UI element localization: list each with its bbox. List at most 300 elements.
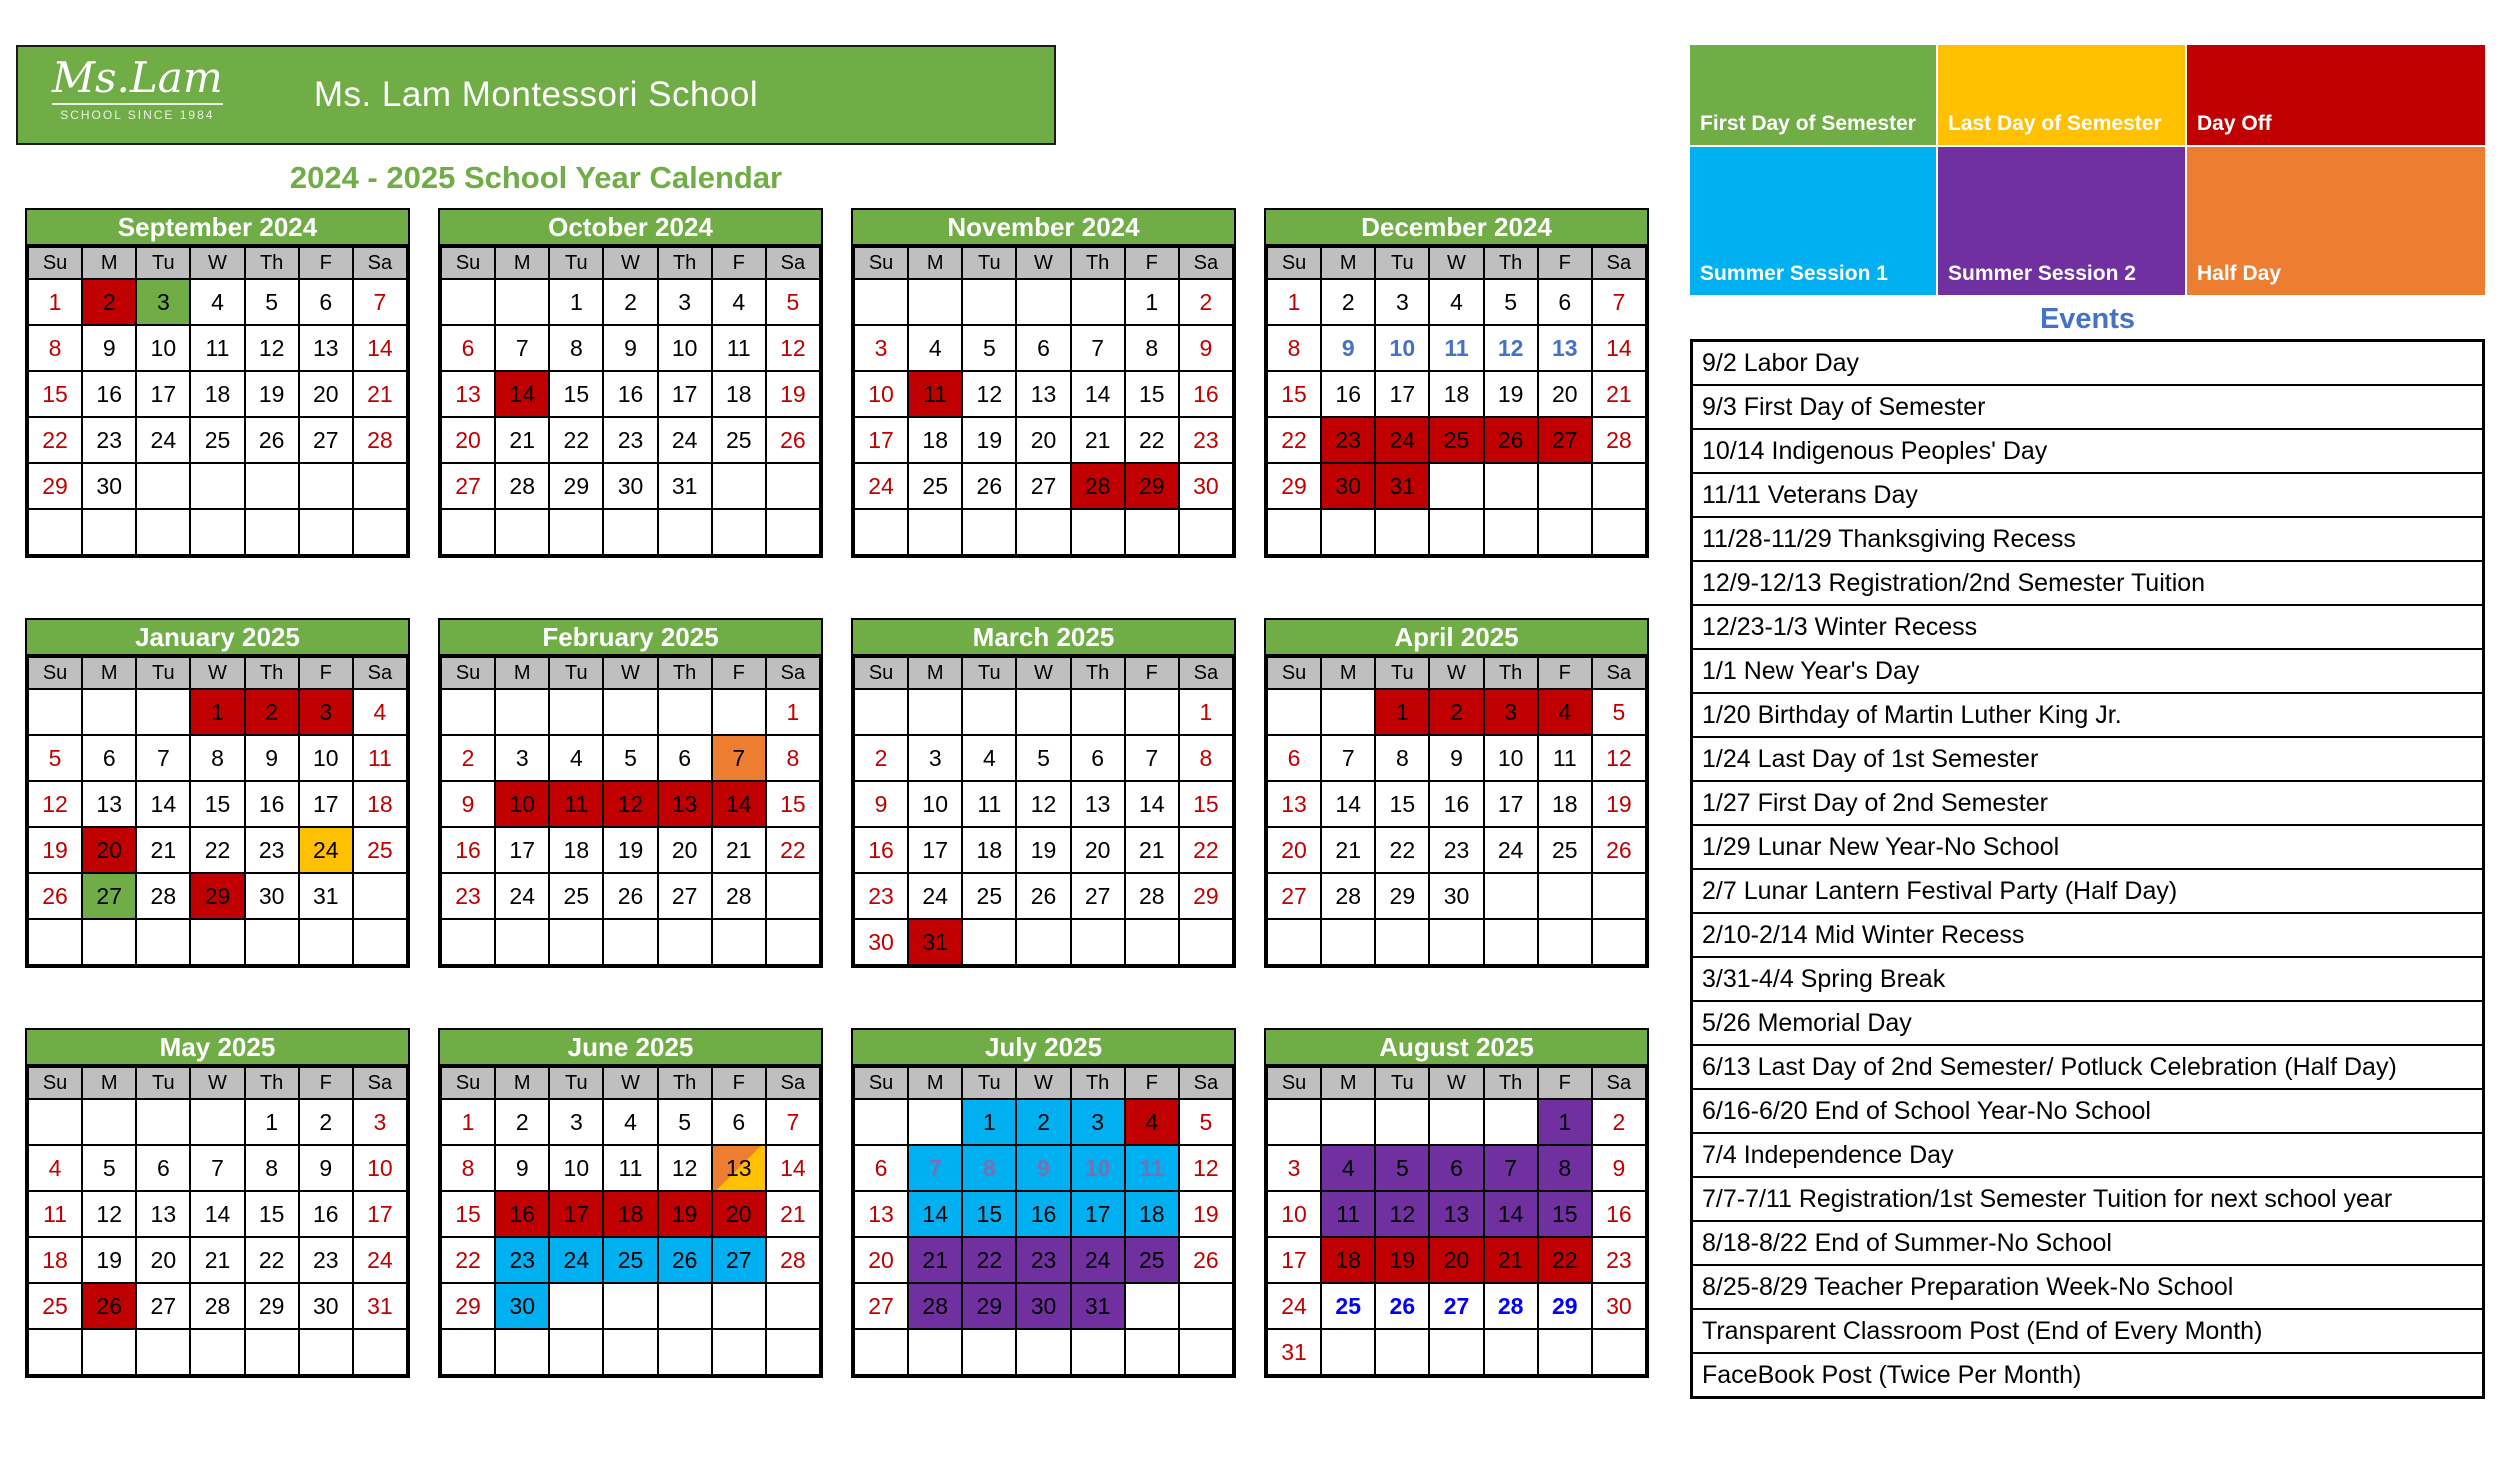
- day-cell: 9: [1017, 1146, 1069, 1190]
- legend-swatch: [1690, 147, 1936, 295]
- day-cell: 7: [767, 1100, 819, 1144]
- day-cell: 20: [1268, 828, 1320, 872]
- day-cell: 26: [1593, 828, 1645, 872]
- event-row: 1/24 Last Day of 1st Semester: [1691, 736, 2484, 782]
- day-cell-empty: [604, 1330, 656, 1374]
- day-cell-empty: [1539, 920, 1591, 964]
- day-cell: 24: [1072, 1238, 1124, 1282]
- weekday-header-cell: Sa: [1180, 658, 1232, 688]
- day-cell: 26: [29, 874, 81, 918]
- day-cell: 27: [1072, 874, 1124, 918]
- day-cell: 27: [1017, 464, 1069, 508]
- day-cell-empty: [191, 1100, 243, 1144]
- event-row: 9/2 Labor Day: [1691, 340, 2484, 386]
- day-cell: 1: [1268, 280, 1320, 324]
- day-cell: 7: [1593, 280, 1645, 324]
- day-cell-empty: [1593, 874, 1645, 918]
- weekday-header-cell: F: [1539, 658, 1591, 688]
- day-cell: 28: [1593, 418, 1645, 462]
- day-cell-empty: [855, 280, 907, 324]
- day-cell: 14: [1593, 326, 1645, 370]
- day-cell: 2: [300, 1100, 352, 1144]
- month-calendar: [851, 1028, 1236, 1378]
- day-cell: 29: [1376, 874, 1428, 918]
- weekday-header-cell: Sa: [354, 248, 406, 278]
- weekday-header-cell: Th: [1072, 248, 1124, 278]
- day-cell: 26: [767, 418, 819, 462]
- day-cell: 25: [1430, 418, 1482, 462]
- weekday-header-cell: F: [1126, 1068, 1178, 1098]
- month-title: December 2024: [1264, 208, 1649, 246]
- day-cell: 3: [1268, 1146, 1320, 1190]
- day-cell: 16: [83, 372, 135, 416]
- day-cell-empty: [1072, 1330, 1124, 1374]
- day-cell-empty: [1268, 690, 1320, 734]
- day-cell: 1: [1126, 280, 1178, 324]
- day-cell: 27: [1268, 874, 1320, 918]
- day-cell: 31: [1268, 1330, 1320, 1374]
- day-cell: 14: [1072, 372, 1124, 416]
- day-cell: 29: [1126, 464, 1178, 508]
- day-cell: 8: [191, 736, 243, 780]
- day-cell-empty: [1322, 1330, 1374, 1374]
- day-cell: 26: [83, 1284, 135, 1328]
- weekday-header-cell: Tu: [963, 1068, 1015, 1098]
- day-cell-empty: [1180, 1330, 1232, 1374]
- day-cell: 9: [1593, 1146, 1645, 1190]
- month-calendar: [1264, 618, 1649, 968]
- day-cell-empty: [191, 464, 243, 508]
- day-cell-empty: [550, 690, 602, 734]
- legend: [1690, 45, 2485, 295]
- month-day-grid: [1264, 654, 1649, 968]
- day-cell-empty: [29, 1100, 81, 1144]
- day-cell: 10: [354, 1146, 406, 1190]
- day-cell: 26: [604, 874, 656, 918]
- day-cell: 14: [137, 782, 189, 826]
- day-cell: 9: [1430, 736, 1482, 780]
- day-cell: 25: [1539, 828, 1591, 872]
- day-cell-empty: [246, 464, 298, 508]
- day-cell: 2: [1017, 1100, 1069, 1144]
- day-cell: 5: [1180, 1100, 1232, 1144]
- day-cell-empty: [1485, 464, 1537, 508]
- day-cell-empty: [909, 1330, 961, 1374]
- day-cell: 24: [550, 1238, 602, 1282]
- day-cell: 27: [442, 464, 494, 508]
- weekday-header-cell: W: [191, 248, 243, 278]
- weekday-header-cell: Sa: [767, 248, 819, 278]
- day-cell-empty: [83, 1330, 135, 1374]
- day-cell-empty: [767, 920, 819, 964]
- day-cell: 30: [496, 1284, 548, 1328]
- day-cell: 18: [963, 828, 1015, 872]
- day-cell: 10: [1072, 1146, 1124, 1190]
- day-cell: 4: [354, 690, 406, 734]
- day-cell-empty: [855, 510, 907, 554]
- day-cell: 18: [604, 1192, 656, 1236]
- day-cell-empty: [191, 510, 243, 554]
- day-cell: 25: [909, 464, 961, 508]
- day-cell: 18: [713, 372, 765, 416]
- day-cell-empty: [713, 464, 765, 508]
- day-cell-empty: [354, 510, 406, 554]
- month-day-grid: [851, 654, 1236, 968]
- day-cell: 29: [246, 1284, 298, 1328]
- day-cell-empty: [1072, 510, 1124, 554]
- weekday-header-cell: Sa: [1180, 248, 1232, 278]
- day-cell: 13: [1430, 1192, 1482, 1236]
- event-row: 1/29 Lunar New Year-No School: [1691, 824, 2484, 870]
- day-cell: 17: [909, 828, 961, 872]
- month-calendar: [438, 208, 823, 558]
- day-cell: 26: [659, 1238, 711, 1282]
- day-cell: 1: [29, 280, 81, 324]
- day-cell: 21: [767, 1192, 819, 1236]
- month-title: February 2025: [438, 618, 823, 656]
- weekday-header-cell: Sa: [767, 1068, 819, 1098]
- day-cell: 12: [83, 1192, 135, 1236]
- day-cell-empty: [29, 690, 81, 734]
- day-cell: 12: [963, 372, 1015, 416]
- day-cell: 25: [1126, 1238, 1178, 1282]
- day-cell: 30: [1593, 1284, 1645, 1328]
- day-cell: 9: [1180, 326, 1232, 370]
- day-cell-empty: [1539, 464, 1591, 508]
- day-cell: 15: [1180, 782, 1232, 826]
- day-cell: 20: [442, 418, 494, 462]
- month-title: June 2025: [438, 1028, 823, 1066]
- day-cell-empty: [855, 1330, 907, 1374]
- day-cell-empty: [1017, 1330, 1069, 1374]
- day-cell: 13: [1539, 326, 1591, 370]
- day-cell-empty: [1126, 690, 1178, 734]
- month-calendar: [25, 618, 410, 968]
- day-cell: 2: [442, 736, 494, 780]
- day-cell-empty: [659, 1284, 711, 1328]
- day-cell-empty: [963, 1330, 1015, 1374]
- day-cell: 2: [1322, 280, 1374, 324]
- day-cell-empty: [1539, 874, 1591, 918]
- day-cell-empty: [1017, 510, 1069, 554]
- event-row: FaceBook Post (Twice Per Month): [1691, 1352, 2484, 1398]
- day-cell: 12: [1017, 782, 1069, 826]
- day-cell-empty: [1322, 1100, 1374, 1144]
- day-cell: 13: [300, 326, 352, 370]
- day-cell: 26: [1017, 874, 1069, 918]
- day-cell: 9: [496, 1146, 548, 1190]
- day-cell-empty: [1430, 464, 1482, 508]
- weekday-header-cell: W: [191, 1068, 243, 1098]
- day-cell: 15: [550, 372, 602, 416]
- day-cell-empty: [767, 1284, 819, 1328]
- event-row: 2/10-2/14 Mid Winter Recess: [1691, 912, 2484, 958]
- day-cell: 30: [1322, 464, 1374, 508]
- day-cell: 30: [855, 920, 907, 964]
- day-cell: 16: [442, 828, 494, 872]
- day-cell: 18: [191, 372, 243, 416]
- day-cell: 6: [1268, 736, 1320, 780]
- day-cell-empty: [137, 920, 189, 964]
- day-cell-empty: [29, 1330, 81, 1374]
- day-cell: 18: [550, 828, 602, 872]
- day-cell-empty: [1126, 510, 1178, 554]
- day-cell: 19: [963, 418, 1015, 462]
- day-cell: 24: [1376, 418, 1428, 462]
- day-cell: 25: [29, 1284, 81, 1328]
- day-cell: 13: [442, 372, 494, 416]
- day-cell: 8: [442, 1146, 494, 1190]
- day-cell: 19: [29, 828, 81, 872]
- weekday-header-cell: Th: [659, 248, 711, 278]
- day-cell: 7: [909, 1146, 961, 1190]
- weekday-header-cell: Th: [246, 658, 298, 688]
- day-cell: 29: [442, 1284, 494, 1328]
- day-cell: 16: [1430, 782, 1482, 826]
- day-cell: 22: [1268, 418, 1320, 462]
- day-cell: 1: [1539, 1100, 1591, 1144]
- day-cell-empty: [29, 510, 81, 554]
- weekday-header-cell: W: [1017, 658, 1069, 688]
- weekday-header-cell: Th: [1072, 658, 1124, 688]
- day-cell: 2: [1430, 690, 1482, 734]
- day-cell: 8: [246, 1146, 298, 1190]
- weekday-header-cell: Th: [246, 248, 298, 278]
- event-row: 7/4 Independence Day: [1691, 1132, 2484, 1178]
- day-cell-empty: [496, 280, 548, 324]
- day-cell: 21: [1322, 828, 1374, 872]
- day-cell: 20: [659, 828, 711, 872]
- day-cell: 2: [1180, 280, 1232, 324]
- day-cell-empty: [137, 464, 189, 508]
- weekday-header-cell: Sa: [1593, 248, 1645, 278]
- day-cell: 9: [246, 736, 298, 780]
- day-cell: 18: [909, 418, 961, 462]
- day-cell: 4: [1126, 1100, 1178, 1144]
- day-cell-empty: [1376, 1100, 1428, 1144]
- day-cell: 2: [496, 1100, 548, 1144]
- day-cell: 15: [767, 782, 819, 826]
- day-cell: 23: [1180, 418, 1232, 462]
- day-cell-empty: [137, 510, 189, 554]
- month-calendar: [1264, 208, 1649, 558]
- day-cell-empty: [767, 510, 819, 554]
- day-cell: 1: [246, 1100, 298, 1144]
- month-day-grid: [851, 1064, 1236, 1378]
- weekday-header-cell: Th: [1485, 658, 1537, 688]
- day-cell: 4: [713, 280, 765, 324]
- weekday-header-cell: F: [1539, 1068, 1591, 1098]
- day-cell: 6: [659, 736, 711, 780]
- day-cell-empty: [767, 1330, 819, 1374]
- day-cell: 26: [963, 464, 1015, 508]
- day-cell: 11: [1322, 1192, 1374, 1236]
- weekday-header-cell: W: [604, 1068, 656, 1098]
- day-cell: 28: [137, 874, 189, 918]
- weekday-header-cell: F: [300, 1068, 352, 1098]
- day-cell: 11: [354, 736, 406, 780]
- day-cell: 21: [496, 418, 548, 462]
- day-cell: 21: [1126, 828, 1178, 872]
- day-cell: 12: [1593, 736, 1645, 780]
- day-cell: 22: [1376, 828, 1428, 872]
- day-cell-empty: [713, 510, 765, 554]
- day-cell: 14: [496, 372, 548, 416]
- logo-script-text: Ms.Lam: [52, 53, 223, 102]
- day-cell: 2: [83, 280, 135, 324]
- day-cell-empty: [1593, 1330, 1645, 1374]
- day-cell-empty: [137, 1100, 189, 1144]
- day-cell: 28: [496, 464, 548, 508]
- month-calendar: [25, 208, 410, 558]
- school-logo: [52, 55, 223, 122]
- day-cell: 28: [354, 418, 406, 462]
- event-row: 5/26 Memorial Day: [1691, 1000, 2484, 1046]
- day-cell-empty: [496, 1330, 548, 1374]
- day-cell: 11: [1430, 326, 1482, 370]
- weekday-header-cell: Sa: [1593, 1068, 1645, 1098]
- day-cell: 3: [496, 736, 548, 780]
- day-cell: 11: [909, 372, 961, 416]
- day-cell: 17: [300, 782, 352, 826]
- day-cell: 23: [83, 418, 135, 462]
- event-row: 12/23-1/3 Winter Recess: [1691, 604, 2484, 650]
- day-cell: 26: [246, 418, 298, 462]
- day-cell: 17: [496, 828, 548, 872]
- day-cell: 5: [1593, 690, 1645, 734]
- day-cell: 12: [604, 782, 656, 826]
- day-cell: 22: [767, 828, 819, 872]
- day-cell: 8: [767, 736, 819, 780]
- day-cell: 6: [1430, 1146, 1482, 1190]
- day-cell-empty: [963, 690, 1015, 734]
- day-cell: 20: [137, 1238, 189, 1282]
- events-title: Events: [2039, 303, 2136, 335]
- day-cell-empty: [1485, 874, 1537, 918]
- day-cell: 10: [1376, 326, 1428, 370]
- weekday-header-cell: Sa: [354, 658, 406, 688]
- day-cell: 9: [300, 1146, 352, 1190]
- day-cell: 5: [83, 1146, 135, 1190]
- weekday-header-cell: Tu: [963, 658, 1015, 688]
- legend-label: Summer Session 1: [1700, 262, 1888, 285]
- day-cell: 24: [496, 874, 548, 918]
- day-cell-empty: [659, 1330, 711, 1374]
- day-cell-empty: [1072, 690, 1124, 734]
- day-cell: 2: [855, 736, 907, 780]
- day-cell: 16: [604, 372, 656, 416]
- day-cell: 19: [1485, 372, 1537, 416]
- weekday-header-cell: M: [496, 1068, 548, 1098]
- day-cell: 15: [1376, 782, 1428, 826]
- day-cell-empty: [83, 920, 135, 964]
- day-cell: 22: [246, 1238, 298, 1282]
- day-cell: 10: [855, 372, 907, 416]
- day-cell: 8: [963, 1146, 1015, 1190]
- day-cell: 7: [496, 326, 548, 370]
- legend-label: Last Day of Semester: [1948, 112, 2162, 135]
- day-cell-empty: [1126, 1284, 1178, 1328]
- day-cell: 25: [963, 874, 1015, 918]
- day-cell-empty: [713, 690, 765, 734]
- month-title: January 2025: [25, 618, 410, 656]
- day-cell: 19: [604, 828, 656, 872]
- weekday-header-cell: F: [300, 658, 352, 688]
- month-calendar: [25, 1028, 410, 1378]
- day-cell: 1: [767, 690, 819, 734]
- event-row: 7/7-7/11 Registration/1st Semester Tuition for next school year: [1691, 1176, 2484, 1222]
- day-cell: 11: [713, 326, 765, 370]
- weekday-header-cell: Su: [855, 248, 907, 278]
- day-cell-empty: [1017, 690, 1069, 734]
- weekday-header-cell: M: [496, 248, 548, 278]
- day-cell: 4: [1322, 1146, 1374, 1190]
- day-cell: 20: [1017, 418, 1069, 462]
- day-cell: 1: [963, 1100, 1015, 1144]
- day-cell: 31: [300, 874, 352, 918]
- weekday-header-cell: W: [604, 248, 656, 278]
- day-cell: 11: [1539, 736, 1591, 780]
- day-cell: 7: [1126, 736, 1178, 780]
- day-cell: 22: [191, 828, 243, 872]
- weekday-header-cell: Th: [659, 658, 711, 688]
- day-cell: 18: [29, 1238, 81, 1282]
- day-cell-empty: [1268, 510, 1320, 554]
- event-row: 1/27 First Day of 2nd Semester: [1691, 780, 2484, 826]
- day-cell: 15: [1539, 1192, 1591, 1236]
- day-cell: 10: [1268, 1192, 1320, 1236]
- day-cell-empty: [442, 510, 494, 554]
- day-cell: 24: [1268, 1284, 1320, 1328]
- day-cell: 12: [1376, 1192, 1428, 1236]
- legend-swatch: [2187, 147, 2485, 295]
- day-cell: 13: [713, 1146, 765, 1190]
- day-cell: 19: [1017, 828, 1069, 872]
- day-cell: 3: [300, 690, 352, 734]
- day-cell: 4: [1430, 280, 1482, 324]
- day-cell: 26: [1376, 1284, 1428, 1328]
- day-cell-empty: [604, 690, 656, 734]
- day-cell: 27: [855, 1284, 907, 1328]
- day-cell: 9: [442, 782, 494, 826]
- legend-label: Half Day: [2197, 262, 2282, 285]
- day-cell: 28: [767, 1238, 819, 1282]
- weekday-header-cell: Su: [1268, 658, 1320, 688]
- day-cell: 23: [604, 418, 656, 462]
- day-cell-empty: [550, 920, 602, 964]
- day-cell: 23: [442, 874, 494, 918]
- day-cell: 20: [713, 1192, 765, 1236]
- day-cell-empty: [83, 1100, 135, 1144]
- weekday-header-cell: F: [713, 658, 765, 688]
- day-cell: 11: [963, 782, 1015, 826]
- day-cell: 15: [246, 1192, 298, 1236]
- day-cell: 5: [1485, 280, 1537, 324]
- day-cell-empty: [909, 690, 961, 734]
- day-cell-empty: [1180, 920, 1232, 964]
- day-cell: 1: [442, 1100, 494, 1144]
- day-cell: 9: [1322, 326, 1374, 370]
- day-cell-empty: [300, 920, 352, 964]
- event-row: 11/28-11/29 Thanksgiving Recess: [1691, 516, 2484, 562]
- day-cell: 7: [137, 736, 189, 780]
- day-cell: 30: [1430, 874, 1482, 918]
- day-cell: 12: [767, 326, 819, 370]
- day-cell: 16: [1017, 1192, 1069, 1236]
- day-cell: 15: [1268, 372, 1320, 416]
- day-cell-empty: [1017, 920, 1069, 964]
- day-cell: 3: [659, 280, 711, 324]
